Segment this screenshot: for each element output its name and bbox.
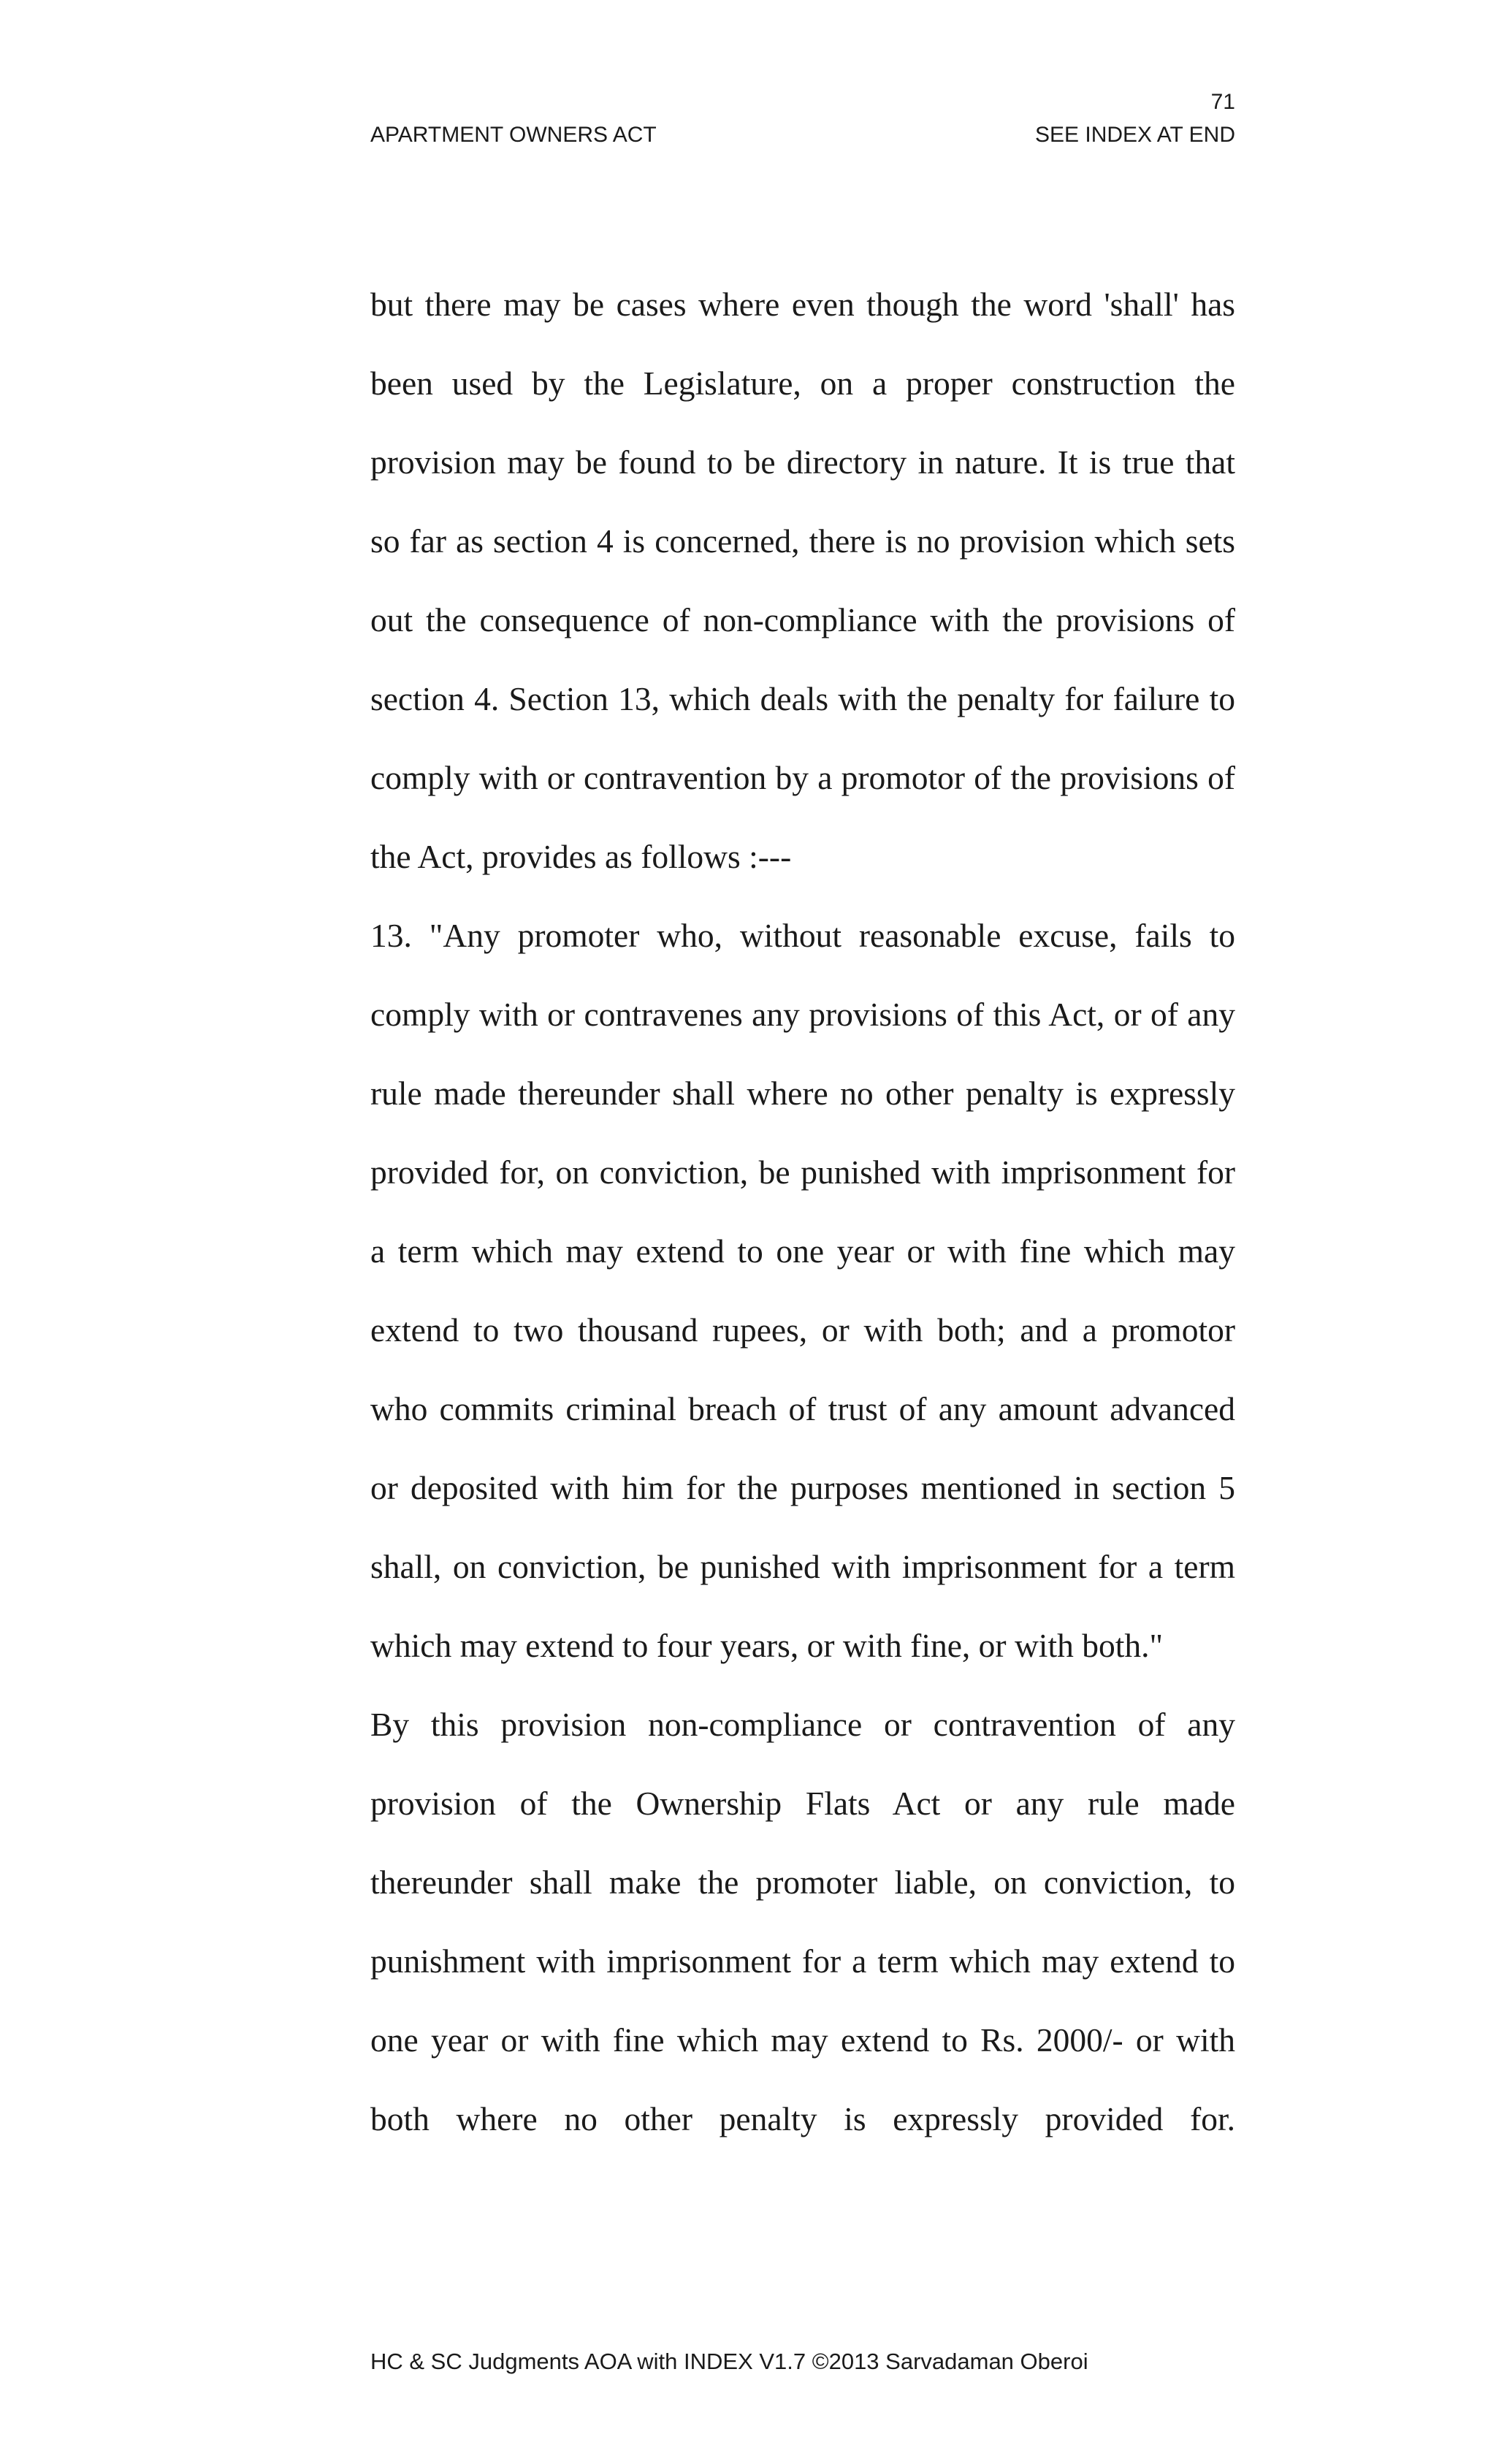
document-body bbox=[370, 265, 1235, 2159]
running-header bbox=[370, 121, 1235, 149]
paragraph-intro: but there may be cases where even though the word 'shall' has been used by the Legislature, on a proper construction the provision may be found to be directory in nature. It is true that so far as section 4 is concerned, there is no provision which sets out the consequence of non-compliance with the provisions of section 4. Section 13, which deals with the penalty for failure to comply with or contravention by a promotor of the provisions of the Act, provides as follows :--- bbox=[370, 286, 1235, 875]
page-number: 71 bbox=[1210, 90, 1235, 114]
page-footer: HC & SC Judgments AOA with INDEX V1.7 ©2013 Sarvadaman Oberoi bbox=[370, 2349, 1088, 2374]
paragraph-section-13-quote: 13. "Any promoter who, without reasonable excuse, fails to comply with or contravenes any provisions of this Act, or of any rule made thereunder shall where no other penalty is expressly provided for, on conviction, be punished with imprisonment for a term which may extend to one year or with fine which may extend to two thousand rupees, or with both; and a promotor who commits criminal breach of trust of any amount advanced or deposited with him for the purposes mentioned in section 5 shall, on conviction, be punished with imprisonment for a term which may extend to four years, or with fine, or with both." bbox=[370, 917, 1235, 1664]
header-index-note: SEE INDEX AT END bbox=[1035, 123, 1235, 147]
header-title: APARTMENT OWNERS ACT bbox=[370, 123, 657, 147]
paragraph-interpretation: By this provision non-compliance or contravention of any provision of the Ownership Flats Act or any rule made thereunder shall make the promoter liable, on conviction, to punishment with imprisonment for a term which may extend to one year or with fine which may extend to Rs. 2000/- or with both where no other penalty is expressly provided for. bbox=[370, 1706, 1235, 2137]
